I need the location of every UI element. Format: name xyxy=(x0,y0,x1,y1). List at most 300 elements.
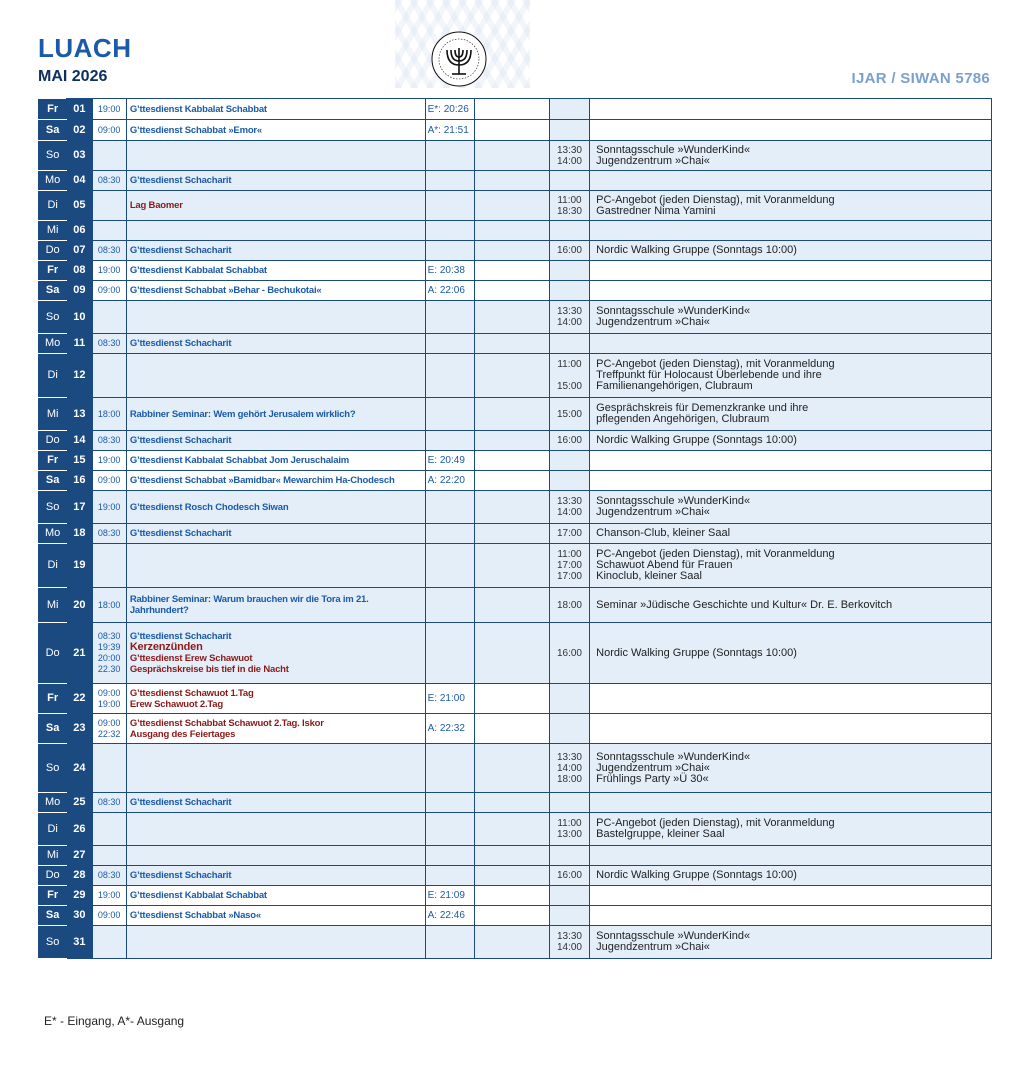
activity-time-cell xyxy=(549,191,589,221)
activity-event-cell xyxy=(590,141,992,171)
shabbat-time-cell: A: 22:32 xyxy=(425,714,474,744)
line: G’ttesdienst Erew Schawuot xyxy=(129,653,253,664)
line: 19:00 xyxy=(97,103,121,114)
service-event-cell xyxy=(126,744,425,793)
calendar-row xyxy=(39,171,992,191)
activity-event-cell xyxy=(590,866,992,886)
spacer-cell xyxy=(475,744,550,793)
service-event-cell xyxy=(126,354,425,398)
line: Gastredner Nima Yamini xyxy=(596,204,716,217)
shabbat-time-cell: A*: 21:51 xyxy=(425,120,474,141)
activity-event-cell xyxy=(590,191,992,221)
shabbat-time-cell xyxy=(425,141,474,171)
activity-time-cell xyxy=(549,141,589,171)
spacer-cell xyxy=(475,793,550,813)
service-event-cell xyxy=(126,221,425,241)
service-event-cell xyxy=(126,714,425,744)
service-event-cell xyxy=(126,524,425,544)
service-time-cell xyxy=(92,431,126,451)
calendar-row xyxy=(39,301,992,334)
spacer-cell xyxy=(475,491,550,524)
spacer-cell xyxy=(475,431,550,451)
line: 11:00 xyxy=(557,549,582,560)
line: 08:30 xyxy=(97,245,121,255)
line: G’ttesdienst Kabbalat Schabbat xyxy=(129,890,267,901)
line: 17:00 xyxy=(556,560,582,571)
weekday-cell: Mi xyxy=(39,398,67,431)
service-time-cell xyxy=(92,354,126,398)
weekday-cell: So xyxy=(39,744,67,793)
activity-event-cell xyxy=(590,906,992,926)
line: 18:00 xyxy=(97,408,121,419)
activity-time-cell xyxy=(549,120,589,141)
shabbat-time-cell xyxy=(425,524,474,544)
weekday-cell: So xyxy=(39,491,67,524)
line: Jugendzentrum »Chai« xyxy=(596,506,710,518)
service-time-cell xyxy=(92,261,126,281)
line: PC-Angebot (jeden Dienstag), mit Voranmeldung xyxy=(596,193,835,206)
date-cell: 29 xyxy=(67,886,92,906)
calendar-row xyxy=(39,281,992,301)
activity-event-cell xyxy=(590,221,992,241)
date-cell: 26 xyxy=(67,813,92,846)
activity-time-cell xyxy=(549,714,589,744)
line: 14:00 xyxy=(556,155,582,167)
line: Jugendzentrum »Chai« xyxy=(596,761,710,774)
weekday-cell: Do xyxy=(39,241,67,261)
shabbat-time-cell: A: 22:20 xyxy=(425,471,474,491)
activity-event-cell xyxy=(590,813,992,846)
activity-event-cell xyxy=(590,491,992,524)
service-event-cell xyxy=(126,191,425,221)
weekday-cell: Sa xyxy=(39,281,67,301)
spacer-cell xyxy=(475,471,550,491)
service-event-cell xyxy=(126,813,425,846)
line: G’ttesdienst Schawuot 1.Tag xyxy=(129,687,254,699)
shabbat-time-cell xyxy=(425,866,474,886)
line: G’ttesdienst Schabbat »Emor« xyxy=(129,124,262,136)
weekday-cell: Sa xyxy=(39,120,67,141)
line: 13:00 xyxy=(556,829,582,840)
service-event-cell xyxy=(126,491,425,524)
weekday-cell: Fr xyxy=(39,99,67,120)
weekday-cell: Di xyxy=(39,813,67,846)
weekday-cell: So xyxy=(39,301,67,334)
spacer-cell xyxy=(475,354,550,398)
service-event-cell xyxy=(126,471,425,491)
date-cell: 10 xyxy=(67,301,92,334)
activity-time-cell xyxy=(549,431,589,451)
service-time-cell xyxy=(92,301,126,334)
line: 18:00 xyxy=(97,599,121,610)
activity-time-cell xyxy=(549,241,589,261)
line: Sonntagsschule »WunderKind« xyxy=(596,143,751,156)
line: G’ttesdienst Schacharit xyxy=(129,870,232,881)
activity-event-cell xyxy=(590,171,992,191)
calendar-row xyxy=(39,588,992,623)
activity-event-cell xyxy=(590,261,992,281)
date-cell: 11 xyxy=(67,334,92,354)
line: 19:00 xyxy=(97,501,121,512)
line: 22.30 xyxy=(97,664,121,674)
shabbat-time-cell xyxy=(425,544,474,588)
activity-time-cell xyxy=(549,171,589,191)
calendar-row xyxy=(39,334,992,354)
shabbat-time-cell: E: 20:38 xyxy=(425,261,474,281)
activity-event-cell xyxy=(590,886,992,906)
service-time-cell xyxy=(92,813,126,846)
date-cell: 27 xyxy=(67,846,92,866)
calendar-row xyxy=(39,141,992,171)
service-time-cell xyxy=(92,906,126,926)
weekday-cell: Di xyxy=(39,354,67,398)
service-event-cell xyxy=(126,241,425,261)
line: G’ttesdienst Schabbat »Naso« xyxy=(129,910,261,921)
spacer-cell xyxy=(475,846,550,866)
service-time-cell xyxy=(92,544,126,588)
service-event-cell xyxy=(126,588,425,623)
line: G’ttesdienst Schabbat »Behar - Bechukotai« xyxy=(129,285,322,296)
activity-time-cell xyxy=(549,491,589,524)
weekday-cell: Mo xyxy=(39,793,67,813)
spacer-cell xyxy=(475,684,550,714)
date-cell: 25 xyxy=(67,793,92,813)
spacer-cell xyxy=(475,813,550,846)
service-time-cell xyxy=(92,886,126,906)
weekday-cell: Fr xyxy=(39,451,67,471)
line: Ausgang des Feiertages xyxy=(129,728,236,740)
weekday-cell: Mo xyxy=(39,334,67,354)
calendar-row xyxy=(39,431,992,451)
line: G’ttesdienst Schacharit xyxy=(129,435,232,446)
line: 16:00 xyxy=(556,870,582,881)
line xyxy=(550,370,589,381)
line: 19:00 xyxy=(97,890,121,900)
service-time-cell xyxy=(92,281,126,301)
weekday-cell: Mi xyxy=(39,588,67,623)
date-cell: 20 xyxy=(67,588,92,623)
line: Gesprächskreis für Demenzkranke und ihre xyxy=(596,402,809,414)
line: 13:30 xyxy=(556,144,582,156)
line: Nordic Walking Gruppe (Sonntags 10:00) xyxy=(596,434,797,446)
line: Rabbiner Seminar: Warum brauchen wir die Tora im 21. Jahrhundert? xyxy=(129,594,369,616)
menorah-logo-icon xyxy=(430,30,488,88)
activity-event-cell xyxy=(590,398,992,431)
date-cell: 18 xyxy=(67,524,92,544)
spacer-cell xyxy=(475,171,550,191)
service-time-cell xyxy=(92,398,126,431)
calendar-row xyxy=(39,793,992,813)
activity-time-cell xyxy=(549,886,589,906)
spacer-cell xyxy=(475,524,550,544)
line: 16:00 xyxy=(556,435,582,446)
line: 15:00 xyxy=(556,381,582,392)
activity-time-cell xyxy=(549,813,589,846)
weekday-cell: Di xyxy=(39,544,67,588)
date-cell: 01 xyxy=(67,99,92,120)
date-cell: 28 xyxy=(67,866,92,886)
service-event-cell xyxy=(126,684,425,714)
line: 08:30 xyxy=(97,528,121,538)
activity-event-cell xyxy=(590,684,992,714)
service-event-cell xyxy=(126,544,425,588)
service-time-cell xyxy=(92,451,126,471)
calendar-row xyxy=(39,398,992,431)
activity-event-cell xyxy=(590,471,992,491)
service-time-cell xyxy=(92,866,126,886)
line: Nordic Walking Gruppe (Sonntags 10:00) xyxy=(596,646,797,659)
line: 22:32 xyxy=(97,728,121,739)
weekday-cell: Do xyxy=(39,866,67,886)
weekday-cell: Mi xyxy=(39,846,67,866)
spacer-cell xyxy=(475,241,550,261)
line: Sonntagsschule »WunderKind« xyxy=(596,750,751,763)
service-time-cell xyxy=(92,684,126,714)
spacer-cell xyxy=(475,866,550,886)
activity-time-cell xyxy=(549,623,589,684)
activity-time-cell xyxy=(549,334,589,354)
line: 17:00 xyxy=(556,528,582,539)
date-cell: 22 xyxy=(67,684,92,714)
activity-time-cell xyxy=(549,866,589,886)
line: Jugendzentrum »Chai« xyxy=(596,154,710,167)
date-cell: 12 xyxy=(67,354,92,398)
activity-time-cell xyxy=(549,793,589,813)
line: 13:30 xyxy=(556,751,582,763)
activity-time-cell xyxy=(549,471,589,491)
line: 08:30 xyxy=(97,870,121,880)
line: Treffpunkt für Holocaust Überlebende und ihre xyxy=(596,369,822,381)
weekday-cell: Sa xyxy=(39,471,67,491)
line: 18:30 xyxy=(556,205,582,217)
service-time-cell xyxy=(92,926,126,959)
date-cell: 06 xyxy=(67,221,92,241)
activity-time-cell xyxy=(549,261,589,281)
activity-time-cell xyxy=(549,99,589,120)
spacer-cell xyxy=(475,544,550,588)
calendar-row xyxy=(39,906,992,926)
line: 18:00 xyxy=(556,773,582,785)
line: PC-Angebot (jeden Dienstag), mit Voranmeldung xyxy=(596,548,835,560)
service-time-cell xyxy=(92,491,126,524)
calendar-row xyxy=(39,99,992,120)
activity-time-cell xyxy=(549,588,589,623)
line: 09:00 xyxy=(97,475,121,485)
spacer-cell xyxy=(475,588,550,623)
line: Seminar »Jüdische Geschichte und Kultur« Dr. E. Berkovitch xyxy=(596,598,893,611)
spacer-cell xyxy=(475,906,550,926)
line: 20:00 xyxy=(97,653,121,663)
line: Jugendzentrum »Chai« xyxy=(596,316,710,328)
shabbat-time-cell: A: 22:46 xyxy=(425,906,474,926)
service-event-cell xyxy=(126,866,425,886)
service-event-cell xyxy=(126,281,425,301)
line: 09:00 xyxy=(97,910,121,920)
date-cell: 04 xyxy=(67,171,92,191)
line: Sonntagsschule »WunderKind« xyxy=(596,930,751,942)
calendar-row xyxy=(39,221,992,241)
service-time-cell xyxy=(92,191,126,221)
line: Frühlings Party »Ü 30« xyxy=(596,772,709,785)
date-cell: 21 xyxy=(67,623,92,684)
line: 11:00 xyxy=(557,818,582,829)
activity-time-cell xyxy=(549,544,589,588)
calendar-row xyxy=(39,471,992,491)
calendar-row xyxy=(39,524,992,544)
weekday-cell: Fr xyxy=(39,261,67,281)
line: 19:00 xyxy=(97,265,121,275)
line: Kerzenzünden xyxy=(129,641,203,653)
date-cell: 13 xyxy=(67,398,92,431)
date-cell: 19 xyxy=(67,544,92,588)
line: Sonntagsschule »WunderKind« xyxy=(596,495,751,507)
page-title: LUACH xyxy=(38,33,132,63)
line: 13:30 xyxy=(556,306,582,317)
date-cell: 05 xyxy=(67,191,92,221)
line: 14:00 xyxy=(556,317,582,328)
service-event-cell xyxy=(126,261,425,281)
spacer-cell xyxy=(475,221,550,241)
line: Erew Schawuot 2.Tag xyxy=(129,698,223,710)
line: PC-Angebot (jeden Dienstag), mit Voranmeldung xyxy=(596,358,835,370)
line: 14:00 xyxy=(556,942,582,953)
spacer-cell xyxy=(475,281,550,301)
line: Nordic Walking Gruppe (Sonntags 10:00) xyxy=(596,869,797,881)
line: Sonntagsschule »WunderKind« xyxy=(596,305,751,317)
shabbat-time-cell: E*: 20:26 xyxy=(425,99,474,120)
line: 09:00 xyxy=(97,717,121,728)
shabbat-time-cell xyxy=(425,191,474,221)
line: G’ttesdienst Schabbat Schawuot 2.Tag. Iskor xyxy=(129,717,324,729)
service-time-cell xyxy=(92,221,126,241)
date-cell: 17 xyxy=(67,491,92,524)
calendar-row xyxy=(39,354,992,398)
calendar-row xyxy=(39,684,992,714)
activity-time-cell xyxy=(549,684,589,714)
line: 11:00 xyxy=(557,359,582,370)
line: G’ttesdienst Kabbalat Schabbat xyxy=(129,103,267,115)
line: G’ttesdienst Schacharit xyxy=(129,528,232,539)
hebrew-month: IJAR / SIWAN 5786 xyxy=(851,70,990,87)
activity-event-cell xyxy=(590,431,992,451)
line: 13:30 xyxy=(556,496,582,507)
line: 13:30 xyxy=(556,931,582,942)
shabbat-time-cell: E: 21:09 xyxy=(425,886,474,906)
spacer-cell xyxy=(475,191,550,221)
line: Chanson-Club, kleiner Saal xyxy=(596,527,731,539)
shabbat-time-cell xyxy=(425,744,474,793)
activity-event-cell xyxy=(590,588,992,623)
line: 14:00 xyxy=(556,507,582,518)
activity-event-cell xyxy=(590,281,992,301)
activity-event-cell xyxy=(590,926,992,959)
service-time-cell xyxy=(92,793,126,813)
line: 08:30 xyxy=(97,797,121,807)
activity-time-cell xyxy=(549,221,589,241)
service-event-cell xyxy=(126,793,425,813)
shabbat-time-cell xyxy=(425,846,474,866)
date-cell: 02 xyxy=(67,120,92,141)
weekday-cell: Fr xyxy=(39,684,67,714)
line: Kinoclub, kleiner Saal xyxy=(596,570,702,582)
activity-event-cell xyxy=(590,354,992,398)
line: 08:30 xyxy=(97,435,121,445)
service-event-cell xyxy=(126,301,425,334)
line: 17:00 xyxy=(556,571,582,582)
activity-event-cell xyxy=(590,241,992,261)
calendar-row xyxy=(39,261,992,281)
activity-time-cell xyxy=(549,301,589,334)
line: G’ttesdienst Schacharit xyxy=(129,245,232,256)
service-event-cell xyxy=(126,451,425,471)
calendar-row xyxy=(39,744,992,793)
calendar-row xyxy=(39,623,992,684)
shabbat-time-cell xyxy=(425,491,474,524)
spacer-cell xyxy=(475,141,550,171)
date-cell: 30 xyxy=(67,906,92,926)
service-time-cell xyxy=(92,334,126,354)
activity-event-cell xyxy=(590,544,992,588)
service-event-cell xyxy=(126,926,425,959)
shabbat-time-cell xyxy=(425,334,474,354)
date-cell: 08 xyxy=(67,261,92,281)
activity-time-cell xyxy=(549,926,589,959)
weekday-cell: Fr xyxy=(39,886,67,906)
activity-event-cell xyxy=(590,451,992,471)
activity-event-cell xyxy=(590,744,992,793)
calendar-row xyxy=(39,813,992,846)
weekday-cell: Mi xyxy=(39,221,67,241)
line: 08:30 xyxy=(97,631,121,641)
date-cell: 24 xyxy=(67,744,92,793)
spacer-cell xyxy=(475,451,550,471)
shabbat-time-cell xyxy=(425,926,474,959)
activity-time-cell xyxy=(549,398,589,431)
shabbat-time-cell: E: 21:00 xyxy=(425,684,474,714)
service-event-cell xyxy=(126,431,425,451)
weekday-cell: Do xyxy=(39,431,67,451)
activity-time-cell xyxy=(549,744,589,793)
service-event-cell xyxy=(126,398,425,431)
service-time-cell xyxy=(92,241,126,261)
line: 09:00 xyxy=(97,124,121,135)
service-event-cell xyxy=(126,141,425,171)
activity-time-cell xyxy=(549,524,589,544)
weekday-cell: Sa xyxy=(39,906,67,926)
service-time-cell xyxy=(92,714,126,744)
date-cell: 15 xyxy=(67,451,92,471)
spacer-cell xyxy=(475,301,550,334)
activity-event-cell xyxy=(590,120,992,141)
activity-event-cell xyxy=(590,524,992,544)
spacer-cell xyxy=(475,261,550,281)
calendar-row xyxy=(39,866,992,886)
spacer-cell xyxy=(475,714,550,744)
line: G’ttesdienst Schacharit xyxy=(129,338,232,349)
shabbat-time-cell xyxy=(425,813,474,846)
shabbat-time-cell xyxy=(425,171,474,191)
activity-event-cell xyxy=(590,846,992,866)
line: 11:00 xyxy=(557,194,582,206)
service-time-cell xyxy=(92,524,126,544)
service-time-cell xyxy=(92,588,126,623)
service-time-cell xyxy=(92,846,126,866)
shabbat-time-cell xyxy=(425,398,474,431)
activity-event-cell xyxy=(590,623,992,684)
date-cell: 07 xyxy=(67,241,92,261)
line: G’ttesdienst Schacharit xyxy=(129,175,232,186)
activity-event-cell xyxy=(590,99,992,120)
